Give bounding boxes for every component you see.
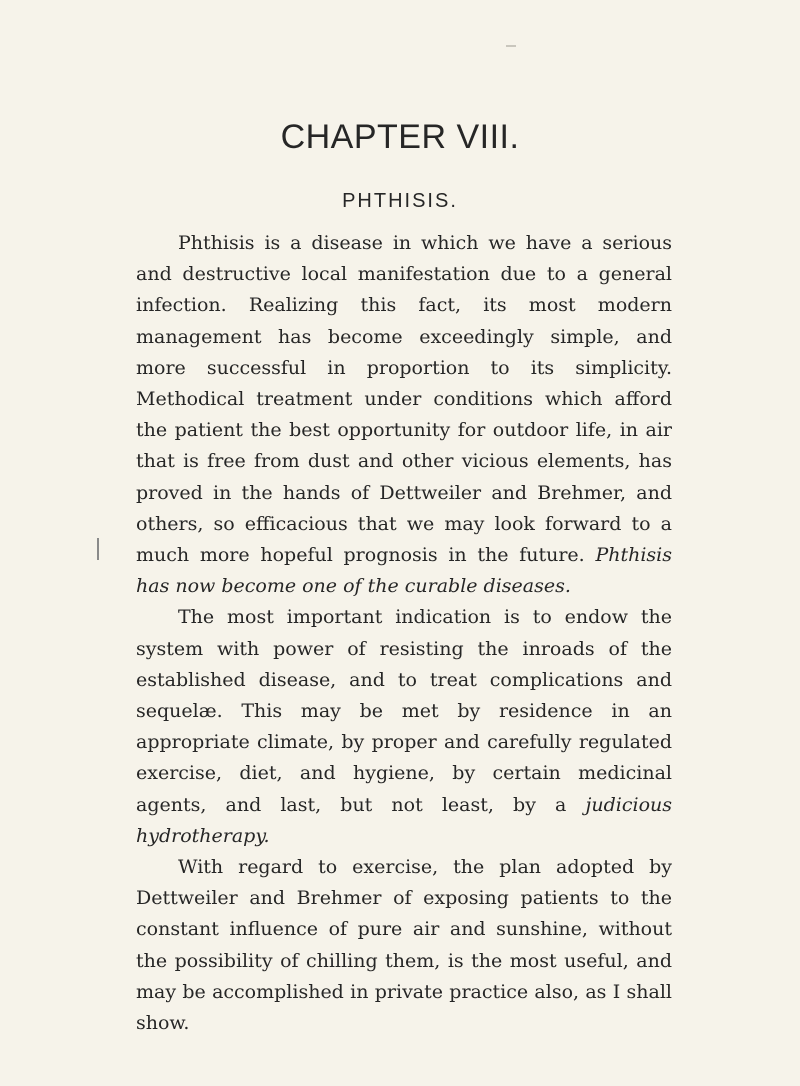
paragraph-2-italic: judicious hydrotherapy. xyxy=(136,793,672,847)
paragraph-2-text: The most important indication is to endow the system with power of resisting the inroads of the established disease, and to treat complications and sequelæ. This may be met by residence in an appropriate climate, by proper and carefully regulated exercise, diet, and hygiene, by certain medicinal agents, and last, but not least, by a xyxy=(136,606,672,816)
paragraph-1-text: Phthisis is a disease in which we have a serious and destructive local manifestation due to a general infection. Realizing this fact, its most modern management has become exceedingly simple, and more successful in proportion to its simplicity. Methodical treatment under conditions which afford the patient the best opportunity for outdoor life, in air that is free from dust and other vicious elements, has proved in the hands of Dettweiler and Brehmer, and others, so efficacious that we may look forward to a much more hopeful prognosis in the future. xyxy=(136,232,672,567)
chapter-subtitle: PHTHISIS. xyxy=(342,190,458,212)
margin-mark xyxy=(97,538,99,560)
paragraph-2 xyxy=(136,602,672,852)
body-text xyxy=(136,228,672,1039)
paragraph-3-text: With regard to exercise, the plan adopted by Dettweiler and Brehmer of exposing patients to the constant influence of pure air and sunshine, without the possibility of chilling them, is the most useful, and may be accomplished in private practice also, as I shall show. xyxy=(136,856,672,1035)
chapter-title: CHAPTER VIII. xyxy=(280,118,520,156)
paragraph-1-italic: Phthisis has now become one of the curable diseases. xyxy=(136,544,672,598)
paragraph-1 xyxy=(136,228,672,602)
paragraph-3 xyxy=(136,852,672,1039)
page-smudge xyxy=(506,45,516,47)
